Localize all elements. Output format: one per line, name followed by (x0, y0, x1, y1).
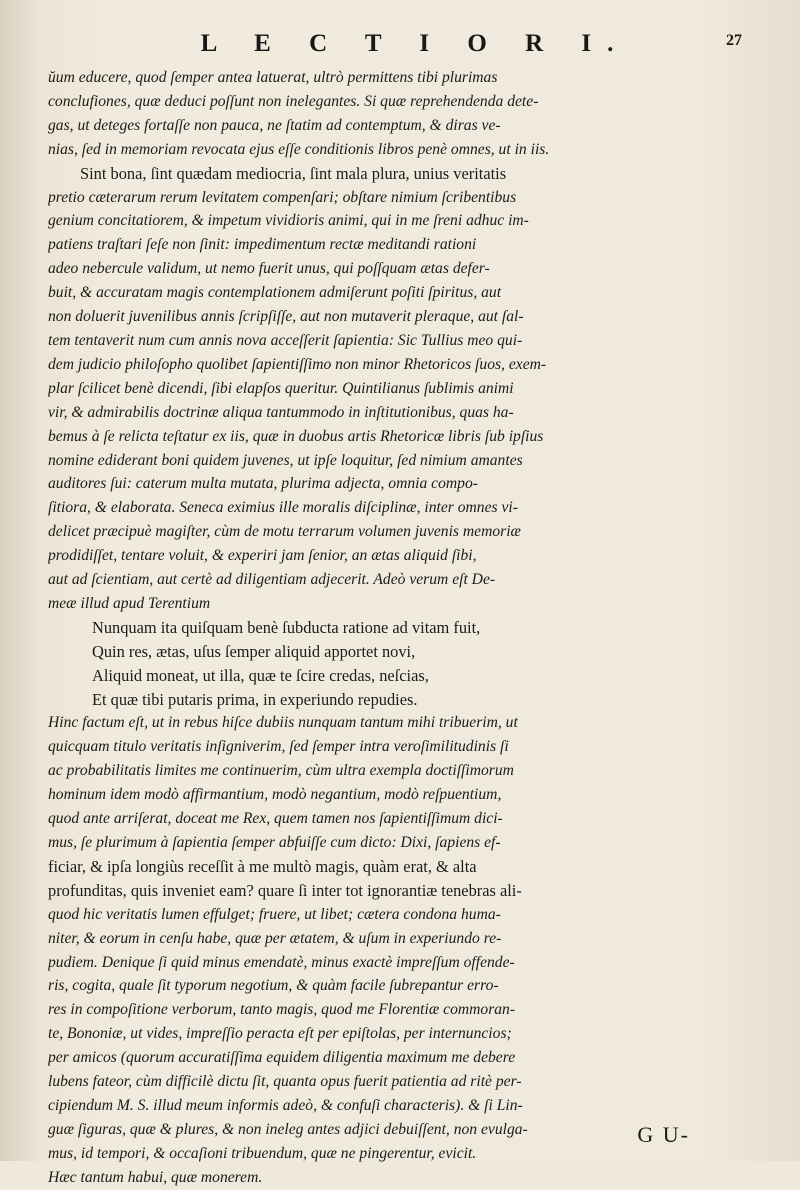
text-line: aut ad ſcientiam, aut certè ad diligentiam adjecerit. Adeò verum eſt De- (48, 571, 496, 589)
text-line: adeo nebercule validum, ut nemo fuerit unus, qui poſſquam ætas defer- (48, 260, 490, 278)
text-line: Aliquid moneat, ut illa, quæ te ſcire credas, neſcias, (92, 665, 429, 685)
text-line: gas, ut deteges fortaſſe non pauca, ne ſtatim ad contemptum, & diras ve- (48, 116, 501, 134)
text-line: guæ ſiguras, quæ & plures, & non ineleg antes adjici debuiſſent, non evulga- (48, 1120, 528, 1138)
text-line: auditores ſui: caterum multa mutata, plurima adjecta, omnia compo- (48, 475, 478, 493)
text-line: non doluerit juvenilibus annis ſcripſiſſe, aut non mutaverit pleraque, aut ſal- (48, 308, 524, 326)
text-line: Sint bona, ſint quædam mediocria, ſint mala plura, unius veritatis (80, 163, 507, 183)
text-line: Hæc tantum habui, quæ monerem. (48, 1168, 263, 1186)
running-title: L E C T I O R I. (200, 30, 630, 57)
text-line: cipiendum M. S. illud meum informis adeò, & confuſi characteris). & ſi Lin- (48, 1096, 523, 1114)
page-number: 27 (726, 32, 742, 49)
text-line: Nunquam ita quiſquam benè ſubducta ratione ad vitam fuit, (92, 617, 481, 637)
text-line: niter, & eorum in cenſu habe, quæ per ætatem, & uſum in experiundo re- (48, 929, 502, 947)
text-line: conclufiones, quæ deduci poſſunt non inelegantes. Si quæ reprehendenda dete- (48, 92, 539, 110)
text-line: nomine ediderant boni quidem juvenes, ut ipſe loquitur, ſed nimium amantes (48, 451, 523, 469)
text-line: hominum idem modò affirmantium, modò negantium, modò reſpuentium, (48, 786, 502, 804)
text-line: quicquam titulo veritatis inſigniverim, ſed ſemper intra veroſimilitudinis ſi (48, 738, 509, 756)
text-line: nias, ſed in memoriam revocata ejus eſſe conditionis libros penè omnes, ut in iis. (48, 140, 550, 158)
text-line: ficiar, & ipſa longiùs receſſit à me multò magis, quàm erat, & alta (48, 856, 477, 876)
text-line: dem judicio philoſopho quolibet ſapientiſſimo non minor Rhetoricos ſuos, exem- (48, 355, 547, 373)
text-line: vir, & admirabilis doctrinæ aliqua tantummodo in inſtitutionibus, quas ha- (48, 403, 514, 421)
text-line: patiens traſtari ſeſe non ſinit: impedimentum rectæ meditandi rationi (48, 236, 477, 254)
text-line: res in compoſitione verborum, tanto magis, quod me Florentiæ commoran- (48, 1001, 516, 1019)
text-line: ris, cogita, quale ſit typorum negotium, & quàm facile ſubrepantur erro- (48, 977, 499, 995)
text-line: lubens fateor, cùm difficilè dictu ſit, quanta opus fuerit patientia ad ritè per- (48, 1073, 522, 1091)
text-line: quod hic veritatis lumen effulget; fruere, ut libet; cætera condona huma- (48, 905, 501, 923)
text-line: delicet præcipuè magiſter, cùm de motu terrarum volumen juvenis memoriæ (48, 523, 521, 541)
running-head (48, 30, 742, 60)
text-line: meæ illud apud Terentium (48, 594, 211, 612)
text-line: ac probabilitatis limites me continuerim, cùm ultra exempla doctiſſimorum (48, 762, 514, 780)
text-line: bemus à ſe relicta teſtatur ex iis, quæ in duobus artis Rhetoricæ libris ſub ipſius (48, 427, 544, 445)
text-line: tem tentaverit num cum annis nova acceſſerit ſapientia: Sic Tullius meo qui- (48, 331, 523, 349)
text-line: buit, & accuratam magis contemplationem admiſerunt poſiti ſpiritus, aut (48, 284, 502, 302)
text-line: plar ſcilicet benè dicendi, ſibi elapſos queritur. Quintilianus ſublimis animi (48, 379, 514, 397)
text-line: profunditas, quis inveniet eam? quare ſi inter tot ignorantiæ tenebras ali- (48, 880, 522, 900)
text-body (48, 66, 742, 1190)
text-line: pudiem. Denique ſi quid minus emendatè, minus exactè impreſſum offende- (48, 953, 515, 971)
text-line: te, Bononiæ, ut vides, impreſſio peracta eſt per epiſtolas, per internuncios; (48, 1025, 512, 1043)
text-line: prodidiſſet, tentare voluit, & experiri jam ſenior, an ætas aliquid ſibi, (48, 547, 477, 565)
text-line: Quin res, ætas, uſus ſemper aliquid apportet novi, (92, 641, 416, 661)
text-line: per amicos (quorum accuratiſſima equidem diligentia maximum me debere (48, 1049, 516, 1067)
text-line: mus, ſe plurimum à ſapientia ſemper abfuiſſe cum dicto: Dixi, ſapiens ef- (48, 834, 501, 851)
text-line: pretio cæterarum rerum levitatem compenſari; obſtare nimium ſcribentibus (48, 188, 517, 206)
catchword: G U- (637, 1122, 690, 1147)
text-line: ſitiora, & elaborata. Seneca eximius ille moralis diſciplinæ, inter omnes vi- (48, 499, 518, 517)
text-line: ŭum educere, quod ſemper antea latuerat, ultrò permittens tibi plurimas (48, 69, 498, 86)
text-line: genium concitatiorem, & impetum vividioris animi, qui in me ſreni adhuc im- (48, 212, 529, 230)
text-line: Hinc factum eſt, ut in rebus hiſce dubiis nunquam tantum mihi tribuerim, ut (48, 714, 518, 732)
text-line: quod ante arriſerat, doceat me Rex, quem tamen nos ſapientiſſimum dici- (48, 810, 503, 828)
text-line: mus, id tempori, & occaſioni tribuendum, quæ ne pingerentur, evicit. (48, 1144, 477, 1162)
text-line: Et quæ tibi putaris prima, in experiundo repudies. (92, 689, 418, 709)
